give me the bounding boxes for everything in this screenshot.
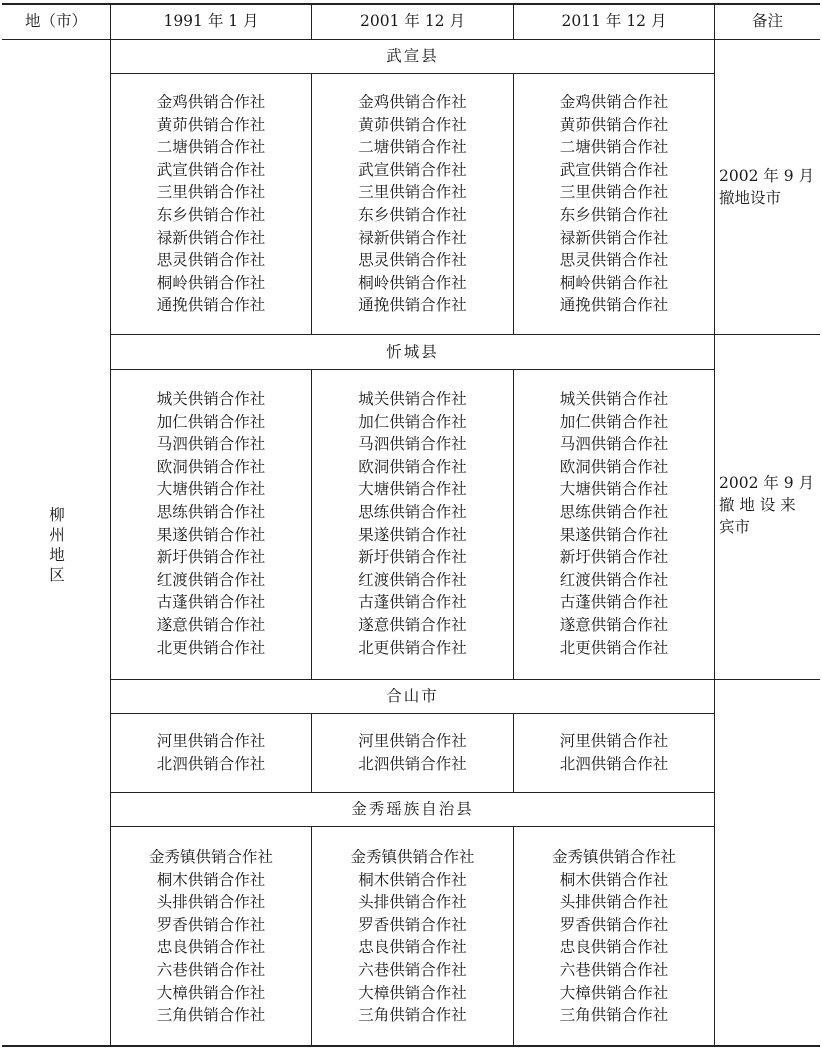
- list-item: 黄茆供销合作社: [358, 115, 467, 134]
- list-item: 金秀镇供销合作社: [350, 848, 475, 866]
- list-item: 武宣供销合作社: [156, 160, 266, 179]
- coop-list-1991: [111, 388, 311, 659]
- list-item: 禄新供销合作社: [559, 228, 669, 247]
- coop-list-1991: [111, 91, 311, 317]
- list-item: 禄新供销合作社: [156, 228, 266, 247]
- list-item: 金鸡供销合作社: [156, 93, 266, 111]
- list-item: 二塘供销合作社: [156, 138, 266, 157]
- list-item: 头排供销合作社: [559, 893, 669, 912]
- list-item: 东乡供销合作社: [156, 205, 266, 224]
- list-item: 金鸡供销合作社: [559, 93, 669, 111]
- coop-list-2001: [312, 388, 513, 659]
- list-item: 新圩供销合作社: [358, 548, 467, 567]
- list-item: 大塘供销合作社: [156, 480, 266, 499]
- list-item: 欧洞供销合作社: [156, 457, 266, 476]
- note-line: 撤地设市: [719, 189, 782, 207]
- header-1991: 1991 年 1 月: [163, 12, 259, 30]
- county-heading: 武宣县: [386, 47, 439, 65]
- county-heading: 合山市: [386, 687, 439, 705]
- list-item: 大樟供销合作社: [358, 983, 467, 1002]
- list-item: 河里供销合作社: [358, 732, 467, 750]
- list-item: 欧洞供销合作社: [559, 457, 669, 476]
- list-item: 马泗供销合作社: [156, 435, 266, 454]
- list-item: 三里供销合作社: [559, 183, 669, 202]
- header-region: 地（市）: [24, 12, 87, 30]
- list-item: 三里供销合作社: [358, 183, 467, 202]
- list-item: 通挽供销合作社: [559, 296, 669, 315]
- list-item: 马泗供销合作社: [358, 435, 467, 454]
- county-heading: 忻城县: [386, 343, 439, 361]
- list-item: 忠良供销合作社: [358, 938, 467, 957]
- county-heading: 金秀瑶族自治县: [351, 800, 474, 818]
- note-line: 2002 年 9 月: [719, 167, 815, 185]
- list-item: 北泗供销合作社: [559, 754, 669, 773]
- list-item: 红渡供销合作社: [358, 570, 467, 589]
- list-item: 三角供销合作社: [156, 1006, 266, 1025]
- list-item: 城关供销合作社: [156, 390, 266, 408]
- coop-list-1991: [111, 730, 311, 775]
- list-item: 禄新供销合作社: [358, 228, 467, 247]
- list-item: 河里供销合作社: [156, 732, 266, 750]
- list-item: 红渡供销合作社: [559, 570, 669, 589]
- list-item: 罗香供销合作社: [358, 915, 467, 934]
- list-item: 果遂供销合作社: [559, 525, 669, 544]
- rule: [110, 826, 714, 827]
- list-item: 遂意供销合作社: [156, 615, 266, 634]
- list-item: 忠良供销合作社: [156, 938, 266, 957]
- list-item: 大樟供销合作社: [156, 983, 266, 1002]
- header-remarks: 备注: [751, 12, 783, 30]
- list-item: 思灵供销合作社: [358, 251, 467, 270]
- list-item: 东乡供销合作社: [559, 205, 669, 224]
- list-item: 北泗供销合作社: [156, 754, 266, 773]
- list-item: 大樟供销合作社: [559, 983, 669, 1002]
- list-item: 忠良供销合作社: [559, 938, 669, 957]
- list-item: 北泗供销合作社: [358, 754, 467, 773]
- list-item: 黄茆供销合作社: [559, 115, 669, 134]
- table-top-rule: [2, 3, 820, 5]
- list-item: 桐木供销合作社: [156, 870, 266, 889]
- region-char: 地: [49, 546, 65, 564]
- list-item: 三角供销合作社: [559, 1006, 669, 1025]
- list-item: 东乡供销合作社: [358, 205, 467, 224]
- list-item: 大塘供销合作社: [559, 480, 669, 499]
- list-item: 思练供销合作社: [559, 502, 669, 521]
- list-item: 北更供销合作社: [156, 638, 266, 657]
- list-item: 武宣供销合作社: [559, 160, 669, 179]
- list-item: 黄茆供销合作社: [156, 115, 266, 134]
- list-item: 六巷供销合作社: [559, 960, 669, 979]
- coop-list-2001: [312, 91, 513, 317]
- list-item: 六巷供销合作社: [358, 960, 467, 979]
- list-item: 金鸡供销合作社: [358, 93, 467, 111]
- rule: [110, 73, 714, 74]
- coop-list-1991: [111, 846, 311, 1027]
- list-item: 三里供销合作社: [156, 183, 266, 202]
- list-item: 遂意供销合作社: [358, 615, 467, 634]
- coop-list-2001: [312, 846, 513, 1027]
- list-item: 河里供销合作社: [559, 732, 669, 750]
- region-char: 区: [49, 566, 65, 584]
- list-item: 思练供销合作社: [358, 502, 467, 521]
- list-item: 桐木供销合作社: [559, 870, 669, 889]
- list-item: 城关供销合作社: [358, 390, 467, 408]
- list-item: 加仁供销合作社: [358, 412, 467, 431]
- list-item: 加仁供销合作社: [156, 412, 266, 431]
- remark-note: [719, 165, 817, 209]
- list-item: 新圩供销合作社: [559, 548, 669, 567]
- remark-note: [719, 472, 817, 538]
- list-item: 遂意供销合作社: [559, 615, 669, 634]
- list-item: 通挽供销合作社: [358, 296, 467, 315]
- list-item: 果遂供销合作社: [156, 525, 266, 544]
- list-item: 二塘供销合作社: [559, 138, 669, 157]
- list-item: 金秀镇供销合作社: [551, 848, 676, 866]
- list-item: 头排供销合作社: [156, 893, 266, 912]
- coop-list-2011: [514, 730, 714, 775]
- list-item: 古蓬供销合作社: [559, 593, 669, 612]
- list-item: 桐木供销合作社: [358, 870, 467, 889]
- list-item: 欧洞供销合作社: [358, 457, 467, 476]
- rule: [110, 713, 714, 714]
- list-item: 大塘供销合作社: [358, 480, 467, 499]
- list-item: 城关供销合作社: [559, 390, 669, 408]
- rule: [714, 3, 715, 1046]
- coop-list-2011: [514, 91, 714, 317]
- list-item: 通挽供销合作社: [156, 296, 266, 315]
- coop-list-2011: [514, 846, 714, 1027]
- list-item: 罗香供销合作社: [156, 915, 266, 934]
- list-item: 思灵供销合作社: [156, 251, 266, 270]
- note-line: 2002 年 9 月: [719, 474, 815, 492]
- header-2011: 2011 年 12 月: [561, 12, 667, 30]
- list-item: 二塘供销合作社: [358, 138, 467, 157]
- list-item: 桐岭供销合作社: [559, 273, 669, 292]
- header-2001: 2001 年 12 月: [360, 12, 465, 30]
- list-item: 武宣供销合作社: [358, 160, 467, 179]
- list-item: 金秀镇供销合作社: [148, 848, 273, 866]
- rule: [110, 792, 714, 793]
- table-bottom-rule: [2, 1045, 820, 1047]
- list-item: 古蓬供销合作社: [156, 593, 266, 612]
- list-item: 红渡供销合作社: [156, 570, 266, 589]
- list-item: 头排供销合作社: [358, 893, 467, 912]
- coop-list-2011: [514, 388, 714, 659]
- header-bottom-rule: [2, 39, 820, 40]
- list-item: 新圩供销合作社: [156, 548, 266, 567]
- list-item: 思灵供销合作社: [559, 251, 669, 270]
- region-name: [47, 505, 67, 585]
- region-char: 柳: [49, 506, 65, 524]
- list-item: 古蓬供销合作社: [358, 593, 467, 612]
- list-item: 北更供销合作社: [358, 638, 467, 657]
- list-item: 思练供销合作社: [156, 502, 266, 521]
- list-item: 加仁供销合作社: [559, 412, 669, 431]
- coop-list-2001: [312, 730, 513, 775]
- list-item: 桐岭供销合作社: [358, 273, 467, 292]
- note-line: 宾市: [719, 518, 751, 536]
- list-item: 北更供销合作社: [559, 638, 669, 657]
- list-item: 三角供销合作社: [358, 1006, 467, 1025]
- list-item: 马泗供销合作社: [559, 435, 669, 454]
- region-char: 州: [49, 526, 65, 544]
- rule: [110, 369, 714, 370]
- note-line: 撤 地 设 来: [719, 496, 796, 514]
- list-item: 桐岭供销合作社: [156, 273, 266, 292]
- list-item: 罗香供销合作社: [559, 915, 669, 934]
- list-item: 果遂供销合作社: [358, 525, 467, 544]
- list-item: 六巷供销合作社: [156, 960, 266, 979]
